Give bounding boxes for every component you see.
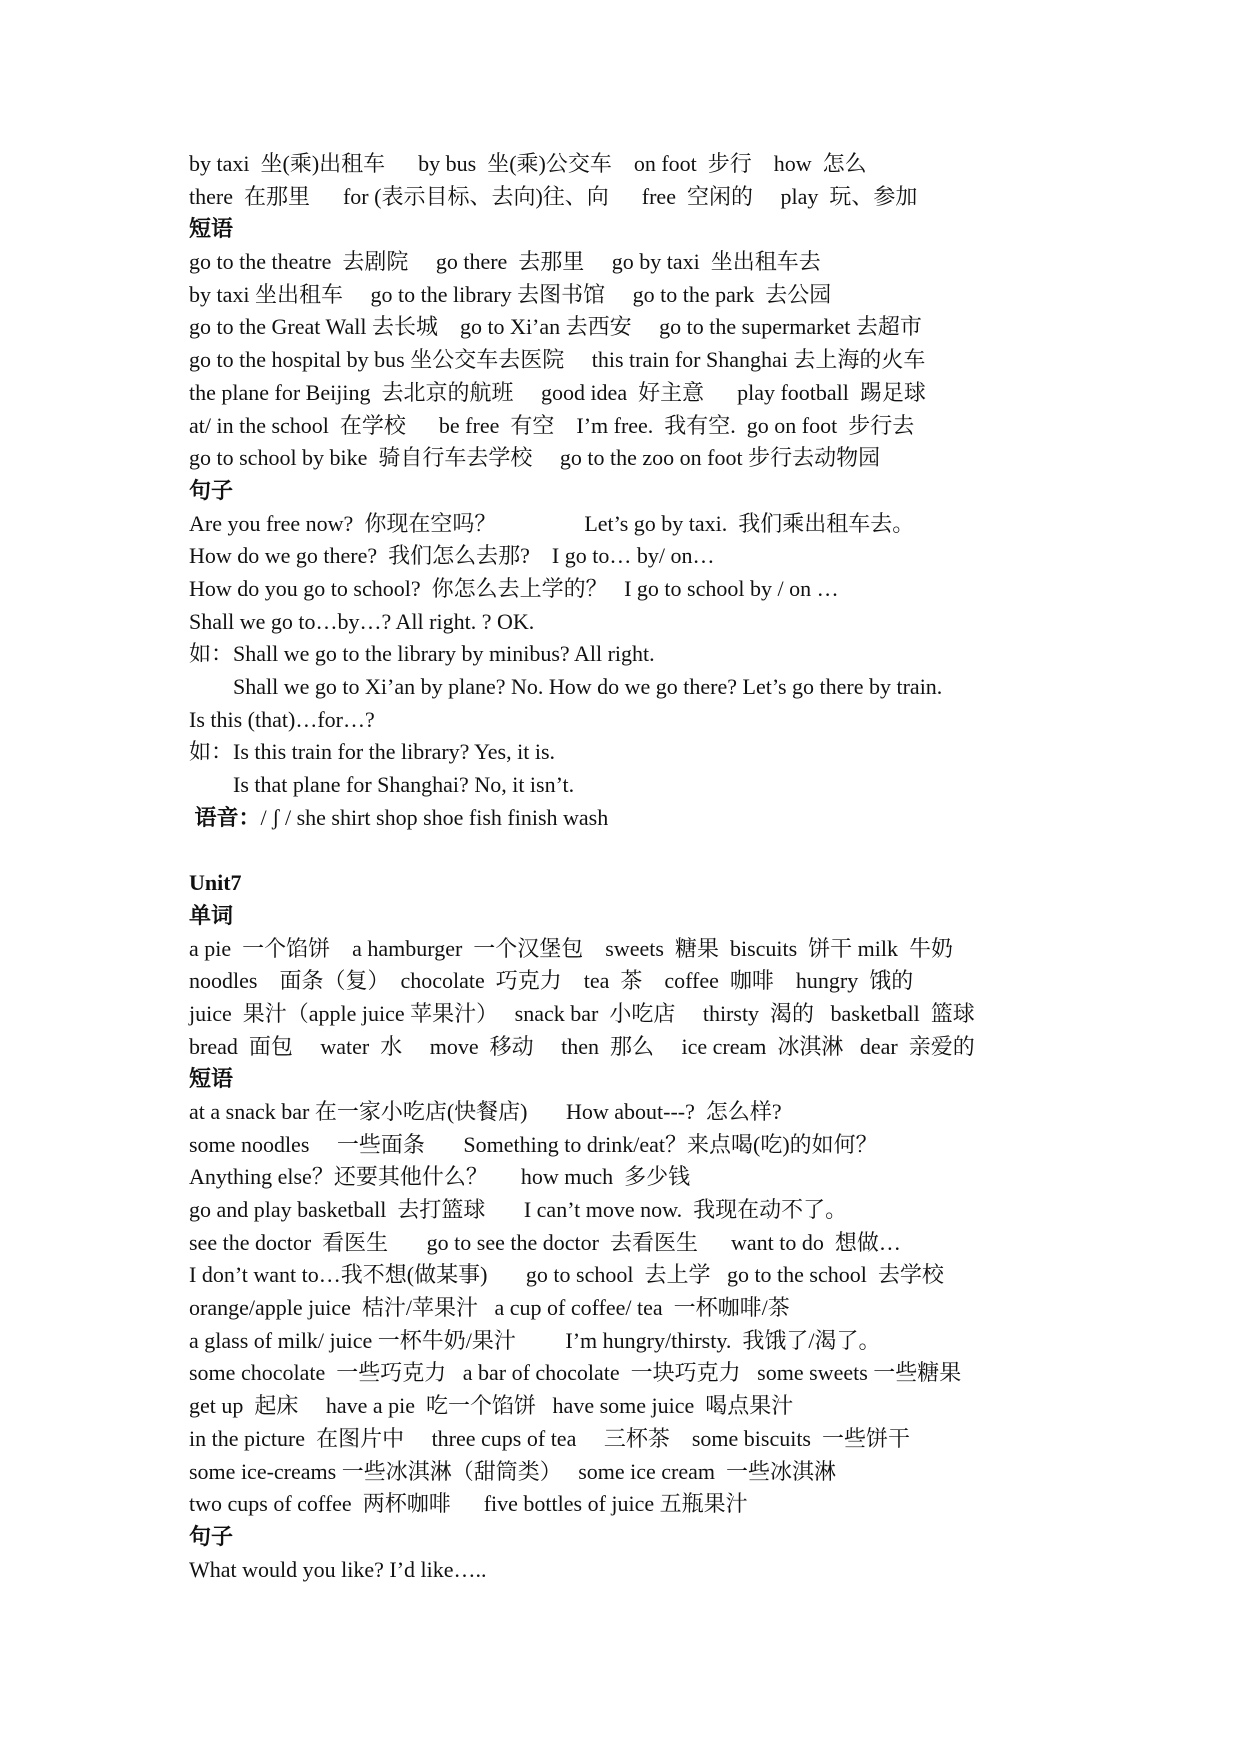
phrase-line: go to school by bike 骑自行车去学校 go to the zoo on foot 步行去动物园 [189, 445, 881, 471]
word-line: juice 果汁（apple juice 苹果汁） snack bar 小吃店 thirsty 渴的 basketball 篮球 [189, 1000, 975, 1026]
word-line: by taxi 坐(乘)出租车 by bus 坐(乘)公交车 on foot 步行 how 怎么 [189, 151, 867, 176]
sentence-line: Shall we go to Xi’an by plane? No. How do we go there? Let’s go there by train. [189, 674, 943, 699]
phonetics-label: 语音： [189, 804, 261, 830]
sentence-line: 如：Shall we go to the library by minibus? All right. [189, 641, 655, 667]
phrase-line: in the picture 在图片中 three cups of tea 三杯茶 some biscuits 一些饼干 [189, 1425, 910, 1451]
spacer [189, 834, 1089, 867]
phrase-line: some chocolate 一些巧克力 a bar of chocolate 一块巧克力 some sweets 一些糖果 [189, 1360, 962, 1386]
phrase-line: by taxi 坐出租车 go to the library 去图书馆 go to the park 去公园 [189, 281, 832, 307]
phrase-line: some ice-creams 一些冰淇淋（甜筒类） some ice cream 一些冰淇淋 [189, 1458, 837, 1484]
sentence-line: What would you like? I’d like….. [189, 1556, 487, 1582]
section-words [189, 148, 1089, 213]
word-line: noodles 面条（复） chocolate 巧克力 tea 茶 coffee 咖啡 hungry 饿的 [189, 968, 914, 994]
sentence-line: Shall we go to…by…? All right. ? OK. [189, 608, 535, 634]
phrase-line: go to the Great Wall 去长城 go to Xi’an 去西安 go to the supermarket 去超市 [189, 314, 922, 340]
sentence-line: How do you go to school? 你怎么去上学的？ I go to school by / on … [189, 575, 839, 601]
phrases-heading: 短语 [189, 216, 234, 242]
sentences-heading: 句子 [189, 1523, 234, 1549]
unit7-words [189, 933, 1089, 1064]
unit7-sentences [189, 1554, 1089, 1587]
phrase-line: see the doctor 看医生 go to see the doctor 去看医生 want to do 想做… [189, 1229, 901, 1255]
phrase-line: at/ in the school 在学校 be free 有空 I’m free. 我有空. go on foot 步行去 [189, 412, 915, 438]
phrase-line: two cups of coffee 两杯咖啡 five bottles of juice 五瓶果汁 [189, 1491, 748, 1517]
sentences-heading: 句子 [189, 477, 234, 503]
section-sentences [189, 508, 1089, 802]
unit-title: Unit7 [189, 870, 242, 896]
phrases-heading: 短语 [189, 1066, 234, 1092]
section-phrases [189, 246, 1089, 475]
phrase-line: Anything else？还要其他什么？ how much 多少钱 [189, 1164, 691, 1190]
phrase-line: I don’t want to…我不想(做某事) go to school 去上学 go to the school 去学校 [189, 1262, 944, 1288]
phrase-line: the plane for Beijing 去北京的航班 good idea 好主意 play football 踢足球 [189, 379, 926, 405]
phrase-line: get up 起床 have a pie 吃一个馅饼 have some juice 喝点果汁 [189, 1393, 794, 1419]
phrase-line: go and play basketball 去打篮球 I can’t move now. 我现在动不了。 [189, 1197, 848, 1222]
sentence-line: Are you free now? 你现在空吗？ Let’s go by taxi. 我们乘出租车去。 [189, 510, 915, 536]
phrase-line: go to the hospital by bus 坐公交车去医院 this train for Shanghai 去上海的火车 [189, 347, 926, 373]
word-line: there 在那里 for (表示目标、去向)往、向 free 空闲的 play 玩、参加 [189, 183, 918, 209]
word-line: bread 面包 water 水 move 移动 then 那么 ice cream 冰淇淋 dear 亲爱的 [189, 1033, 975, 1059]
phrase-line: orange/apple juice 桔汁/苹果汁 a cup of coffee/ tea 一杯咖啡/茶 [189, 1295, 790, 1321]
sentence-line: 如：Is this train for the library? Yes, it is. [189, 739, 556, 765]
document-page [189, 148, 1089, 1586]
words-heading: 单词 [189, 902, 234, 928]
phrase-line: at a snack bar 在一家小吃店(快餐店) How about---? 怎么样? [189, 1098, 782, 1124]
phonetics-line [189, 802, 1089, 835]
word-line: a pie 一个馅饼 a hamburger 一个汉堡包 sweets 糖果 biscuits 饼干 milk 牛奶 [189, 935, 954, 961]
phrase-line: a glass of milk/ juice 一杯牛奶/果汁 I’m hungry/thirsty. 我饿了/渴了。 [189, 1327, 881, 1353]
sentence-line: Is this (that)…for…? [189, 706, 375, 732]
unit7-phrases [189, 1096, 1089, 1521]
sentence-line: How do we go there? 我们怎么去那? I go to… by/ on… [189, 543, 715, 569]
sentence-line: Is that plane for Shanghai? No, it isn’t. [189, 772, 575, 798]
phonetics-text: / ʃ / she shirt shop shoe fish finish wash [260, 804, 609, 830]
phrase-line: go to the theatre 去剧院 go there 去那里 go by taxi 坐出租车去 [189, 249, 821, 275]
phrase-line: some noodles 一些面条 Something to drink/eat？来点喝(吃)的如何？ [189, 1131, 878, 1157]
